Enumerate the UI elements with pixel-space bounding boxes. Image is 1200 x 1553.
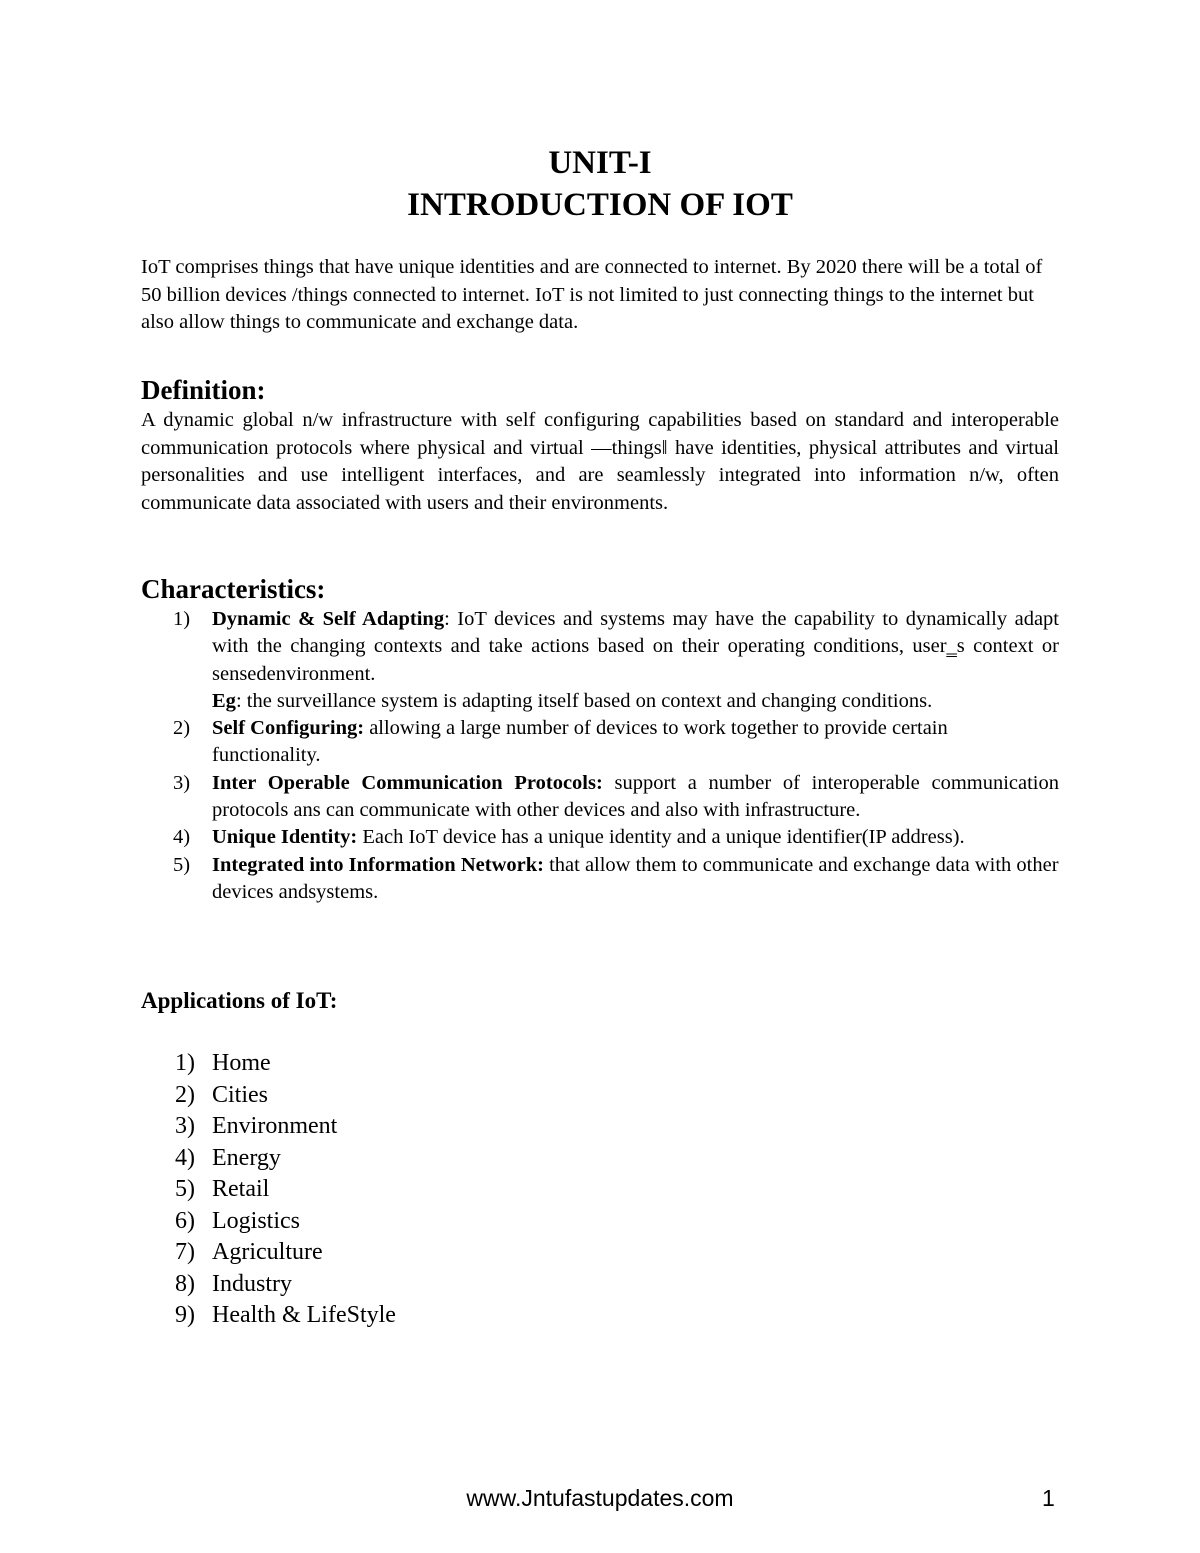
application-label: Environment	[212, 1113, 338, 1139]
item-text: IoT devices and systems may have the capability to dynamically adapt with the changing contexts and take actions based on their operating conditions, user‗s context or sensedenvironment.	[212, 608, 1060, 685]
intro-paragraph: IoT comprises things that have unique identities and are connected to internet. By 2020 there will be a total of 50 billion devices /things connected to internet. IoT is not limited to just connecting things to the internet but also allow things to communicate and exchange data.	[141, 256, 1043, 333]
list-item	[141, 1300, 396, 1332]
example-text: : the surveillance system is adapting itself based on context and changing conditions.	[235, 689, 933, 712]
list-number: 3)	[175, 1113, 195, 1139]
list-number: 1)	[175, 1050, 195, 1076]
list-number: 4)	[173, 826, 191, 849]
characteristics-heading: Characteristics:	[141, 574, 326, 604]
item-text: that allow them to communicate and exchange data with other devices andsystems.	[212, 853, 1059, 903]
definition-heading: Definition:	[141, 375, 266, 405]
application-label: Energy	[212, 1144, 281, 1171]
list-number: 4)	[175, 1144, 195, 1171]
term-separator	[603, 772, 615, 794]
list-number: 3)	[173, 771, 191, 794]
term-label: Inter Operable Communication Protocols:	[212, 771, 603, 794]
list-item	[141, 824, 1059, 851]
page-number: 1	[1042, 1485, 1055, 1511]
application-label: Logistics	[212, 1207, 300, 1234]
term-label: Integrated into Information Network:	[212, 853, 544, 876]
term-label: Self Configuring:	[212, 717, 365, 740]
item-text: support a number of interoperable communication protocols ans can communicate with other devices and also with infrastructure.	[212, 771, 1059, 822]
applications-heading: Applications of IoT:	[141, 988, 338, 1013]
list-item	[141, 1237, 396, 1269]
item-text: allowing a large number of devices to work together to provide certain functionality.	[212, 717, 948, 767]
list-item	[141, 1269, 396, 1301]
term-separator: :	[444, 608, 458, 630]
list-number: 9)	[175, 1302, 195, 1328]
list-item	[141, 852, 1059, 907]
list-number: 5)	[175, 1176, 195, 1202]
list-number: 8)	[175, 1270, 195, 1297]
list-number: 5)	[173, 853, 191, 876]
list-item	[141, 1143, 396, 1175]
list-item	[141, 1080, 396, 1112]
example-label: Eg	[212, 689, 236, 712]
application-label: Health & LifeStyle	[212, 1302, 396, 1328]
list-item	[141, 1174, 396, 1206]
application-label: Cities	[212, 1081, 269, 1108]
applications-list	[141, 1048, 396, 1332]
list-number: 2)	[175, 1081, 195, 1108]
term-label: Dynamic & Self Adapting	[212, 608, 445, 630]
list-number: 6)	[175, 1207, 195, 1234]
chapter-title: INTRODUCTION OF IOT	[407, 187, 793, 223]
list-item	[141, 1111, 396, 1143]
unit-title: UNIT-I	[548, 145, 652, 181]
footer-url: www.Jntufastupdates.com	[466, 1485, 734, 1511]
term-label: Unique Identity:	[212, 826, 358, 849]
list-item	[141, 715, 1059, 770]
application-label: Industry	[212, 1270, 292, 1297]
item-text: Each IoT device has a unique identity and a unique identifier(IP address).	[362, 826, 965, 849]
list-item	[141, 606, 1059, 715]
list-number: 7)	[175, 1239, 195, 1265]
application-label: Home	[212, 1050, 271, 1076]
application-label: Agriculture	[212, 1239, 323, 1265]
list-number: 2)	[173, 717, 191, 740]
application-label: Retail	[212, 1176, 270, 1202]
characteristics-list	[141, 606, 1059, 906]
list-number: 1)	[173, 608, 191, 630]
list-item	[141, 1048, 396, 1080]
list-item	[141, 1206, 396, 1238]
definition-paragraph: A dynamic global n/w infrastructure with self configuring capabilities based on standard and interoperable communication protocols where physical and virtual ―things‖ have identities, physical attributes and virtual personalities and use intelligent interfaces, and are seamlessly integrated into information n/w, often communicate data associated with users and their environments.	[141, 409, 1059, 514]
list-item	[141, 770, 1059, 825]
